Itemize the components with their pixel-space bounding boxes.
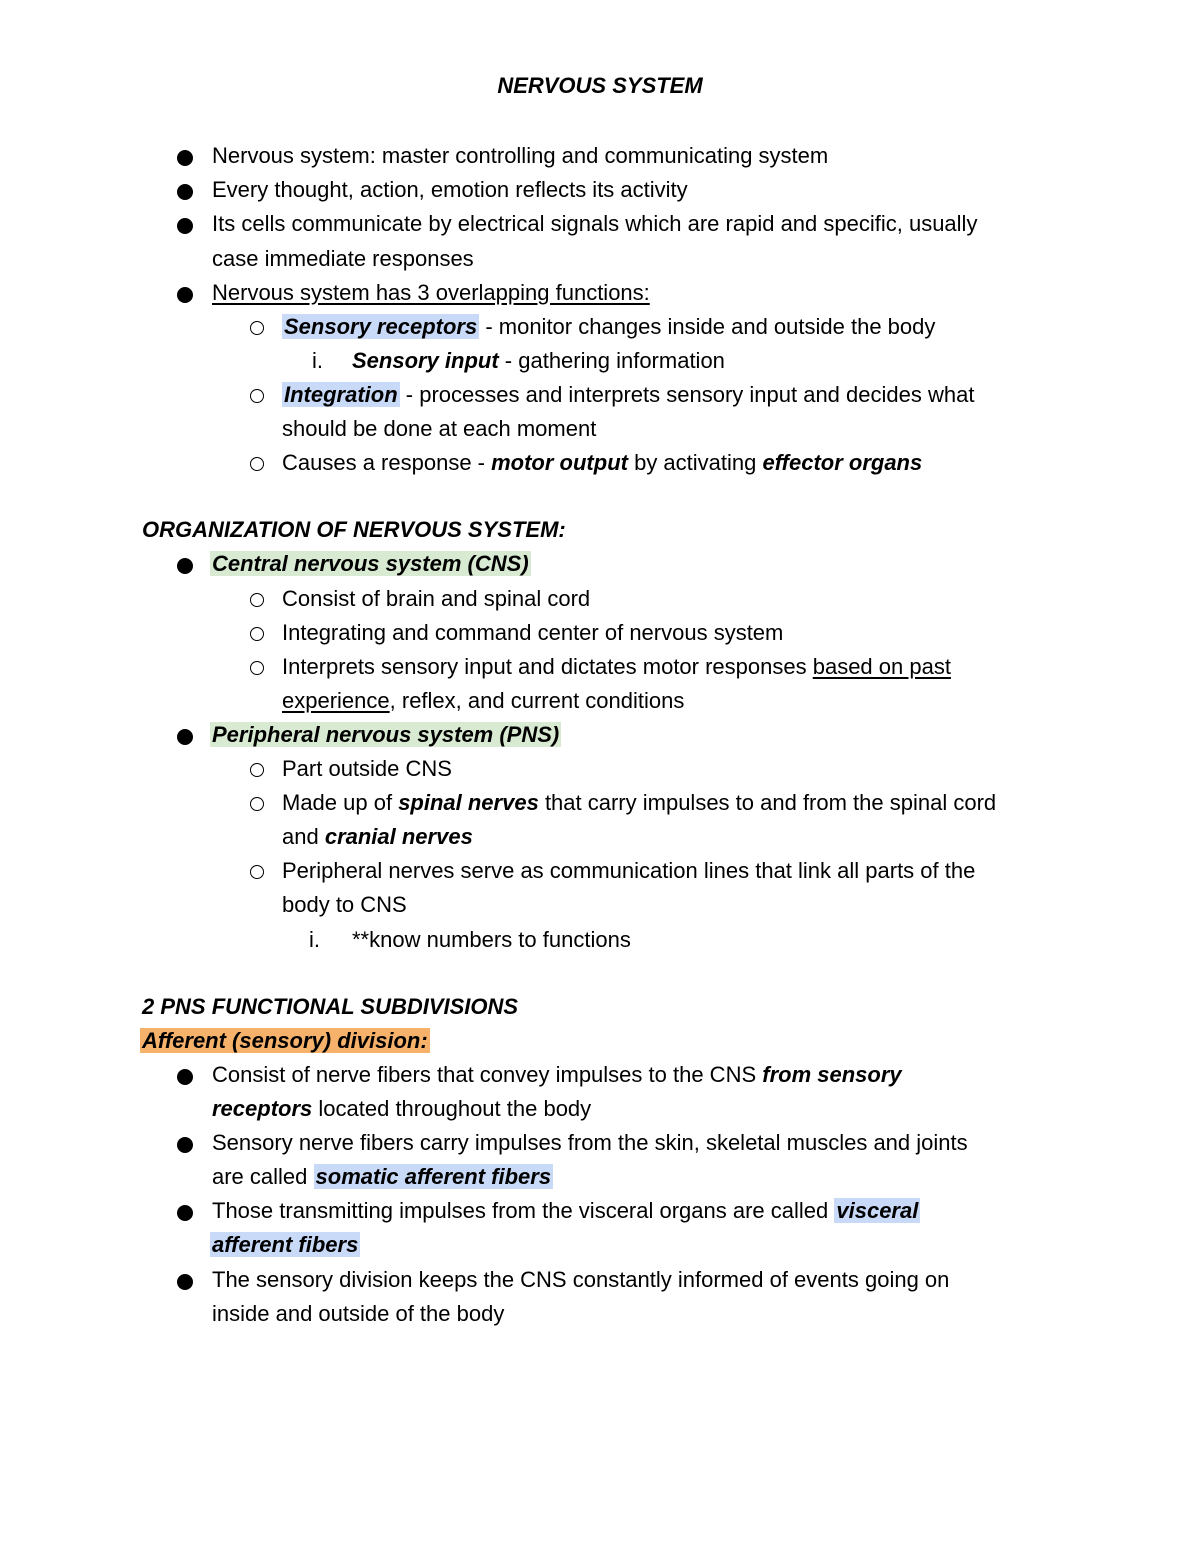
bullet-dot	[177, 729, 193, 745]
sensory-input-text: - gathering information	[498, 348, 725, 373]
visceral-term: visceral	[836, 1198, 919, 1223]
those-transmitting-text: Those transmitting impulses from the visceral organs are called	[212, 1198, 835, 1223]
bullet-dot	[177, 218, 193, 234]
list-item-pns	[210, 721, 561, 749]
bullet-dot	[177, 287, 193, 303]
list-item-continuation: body to CNS	[282, 892, 407, 917]
list-item: The sensory division keeps the CNS constantly informed of events going on	[212, 1267, 950, 1292]
list-item: Sensory nerve fibers carry impulses from the skin, skeletal muscles and joints	[212, 1130, 968, 1155]
from-sensory-term: from sensory	[762, 1062, 902, 1087]
list-item-response	[282, 449, 922, 477]
response-text: Causes a response -	[282, 450, 492, 475]
bullet-dot	[177, 1205, 193, 1221]
somatic-afferent-term: somatic afferent fibers	[315, 1164, 552, 1189]
list-item-functions: Nervous system has 3 overlapping functions:	[212, 280, 650, 305]
effector-organs-term: effector organs	[762, 450, 923, 475]
motor-output-term: motor output	[491, 450, 628, 475]
response-mid-text: by activating	[627, 450, 763, 475]
list-numeral: i.	[309, 927, 320, 952]
list-item-continuation	[212, 1095, 591, 1123]
bullet-circle	[250, 797, 264, 811]
list-item-continuation	[282, 823, 473, 851]
bullet-circle	[250, 389, 264, 403]
afferent-text: Consist of nerve fibers that convey impulses to the CNS	[212, 1062, 763, 1087]
list-item-sensory-input	[352, 347, 725, 375]
pns-term: Peripheral nervous system (PNS)	[212, 722, 560, 747]
pns-made-text: Made up of	[282, 790, 399, 815]
list-item-continuation	[210, 1231, 360, 1259]
page-title: NERVOUS SYSTEM	[497, 73, 703, 98]
bullet-circle	[250, 763, 264, 777]
bullet-dot	[177, 1274, 193, 1290]
list-item: Every thought, action, emotion reflects its activity	[212, 177, 688, 202]
bullet-dot	[177, 150, 193, 166]
bullet-circle	[250, 661, 264, 675]
bullet-dot	[177, 558, 193, 574]
list-item: Peripheral nerves serve as communication lines that link all parts of the	[282, 858, 976, 883]
integration-term: Integration	[284, 382, 398, 407]
receptors-rest-text: located throughout the body	[312, 1096, 592, 1121]
list-item	[212, 1061, 902, 1089]
and-text: and	[282, 824, 325, 849]
list-item	[282, 653, 951, 681]
list-item	[212, 1197, 920, 1225]
list-item: Part outside CNS	[282, 756, 452, 781]
list-item-integration	[282, 381, 974, 409]
list-item-continuation: inside and outside of the body	[212, 1301, 505, 1326]
list-item-continuation: case immediate responses	[212, 246, 474, 271]
section-heading-pns-subdivisions: 2 PNS FUNCTIONAL SUBDIVISIONS	[142, 994, 519, 1019]
bullet-circle	[250, 627, 264, 641]
list-item: Integrating and command center of nervous system	[282, 620, 784, 645]
integration-text: - processes and interprets sensory input and decides what	[399, 382, 975, 407]
cns-term: Central nervous system (CNS)	[212, 551, 529, 576]
bullet-circle	[250, 457, 264, 471]
subheading-afferent	[140, 1027, 430, 1055]
sensory-receptors-text: - monitor changes inside and outside the body	[479, 314, 936, 339]
pns-made-rest-text: that carry impulses to and from the spinal cord	[538, 790, 997, 815]
list-item-continuation: should be done at each moment	[282, 416, 597, 441]
list-item-continuation	[282, 687, 684, 715]
underlined-text: experience	[282, 688, 390, 713]
bullet-dot	[177, 184, 193, 200]
bullet-dot	[177, 1069, 193, 1085]
section-heading-organization: ORGANIZATION OF NERVOUS SYSTEM:	[142, 517, 566, 542]
list-item: Nervous system: master controlling and communicating system	[212, 143, 829, 168]
cns-interprets-text: Interprets sensory input and dictates motor responses	[282, 654, 813, 679]
cranial-nerves-term: cranial nerves	[324, 824, 473, 849]
bullet-dot	[177, 1137, 193, 1153]
underlined-text: based on past	[812, 654, 951, 679]
list-item-cns	[210, 550, 531, 578]
sensory-receptors-term: Sensory receptors	[284, 314, 478, 339]
list-item	[282, 789, 996, 817]
are-called-text: are called	[212, 1164, 314, 1189]
bullet-circle	[250, 593, 264, 607]
list-numeral: i.	[312, 348, 323, 373]
bullet-circle	[250, 321, 264, 335]
list-item: Its cells communicate by electrical signals which are rapid and specific, usually	[212, 211, 978, 236]
list-item: **know numbers to functions	[352, 927, 631, 952]
bullet-circle	[250, 865, 264, 879]
afferent-division-term: Afferent (sensory) division:	[142, 1028, 428, 1053]
receptors-term: receptors	[212, 1096, 313, 1121]
sensory-input-term: Sensory input	[352, 348, 499, 373]
spinal-nerves-term: spinal nerves	[398, 790, 539, 815]
afferent-fibers-term: afferent fibers	[212, 1232, 359, 1257]
list-item-continuation	[212, 1163, 553, 1191]
cns-rest-text: , reflex, and current conditions	[389, 688, 685, 713]
list-item-sensory-receptors	[282, 313, 935, 341]
list-item: Consist of brain and spinal cord	[282, 586, 591, 611]
